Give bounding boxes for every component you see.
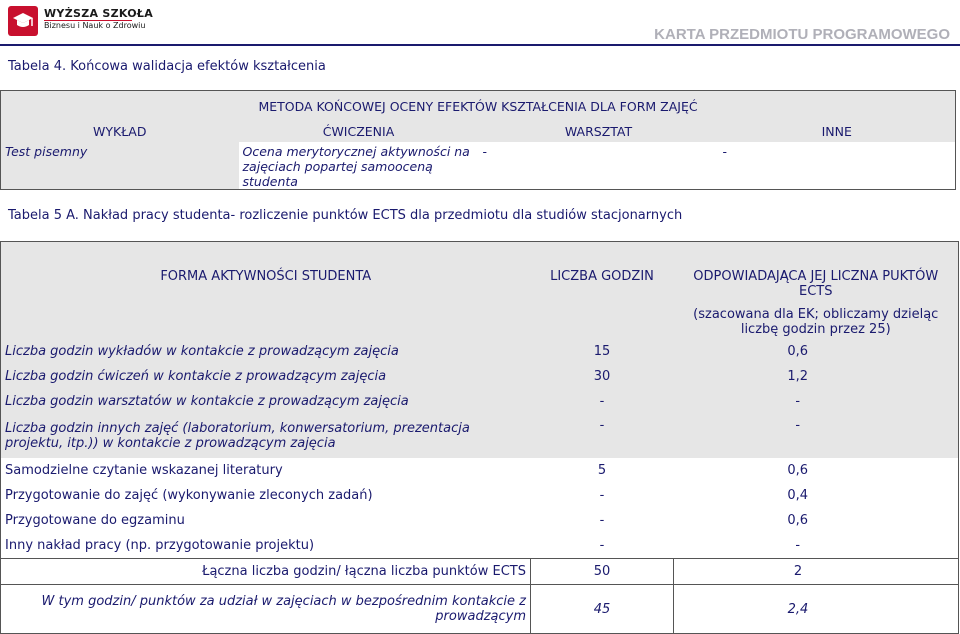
lecture-method: Test pisemny: [1, 142, 239, 190]
header-other: INNE: [719, 121, 956, 142]
logo-subtitle: Biznesu i Nauk o Zdrowiu: [44, 21, 146, 30]
logo-name: WYŻSZA SZKOŁA: [44, 7, 154, 20]
row-ects: 0,4: [674, 483, 959, 508]
row-hours: 5: [597, 463, 607, 478]
university-logo: [8, 6, 154, 36]
row-hours: -: [599, 513, 605, 528]
row-hours: -: [599, 418, 605, 433]
row-ects: 1,2: [674, 364, 959, 389]
row-label: Liczba godzin wykładów w kontakcie z prowadzącym zajęcia: [1, 339, 531, 364]
total-label: Łączna liczba godzin/ łączna liczba punktów ECTS: [1, 559, 531, 585]
row-label: Przygotowanie do zajęć (wykonywanie zleconych zadań): [1, 483, 531, 508]
header-divider: [0, 44, 960, 46]
row-label: Przygotowane do egzaminu: [1, 508, 531, 533]
header-exercises: ĆWICZENIA: [322, 124, 395, 139]
total-hours: 50: [531, 559, 674, 585]
contact-label: W tym godzin/ punktów za udział w zajęciach w bezpośrednim kontakcie z prowadzącym: [1, 585, 531, 634]
graduation-cap-icon: [8, 6, 38, 36]
row-hours: -: [599, 488, 605, 503]
row-ects: -: [674, 414, 959, 458]
row-label: Liczba godzin innych zajęć (laboratorium, konwersatorium, prezentacja projektu, itp.)) w kontakcie z prowadzącym zajęcia: [1, 414, 531, 458]
header-workshop: WARSZTAT: [564, 124, 633, 139]
ects-header-note: (szacowana dla EK; obliczamy dzieląc liczbę godzin przez 25): [693, 307, 939, 337]
workload-table: [0, 241, 959, 634]
row-hours: -: [599, 394, 605, 409]
row-hours: -: [599, 538, 605, 553]
row-label: Liczba godzin warsztatów w kontakcie z prowadzącym zajęcia: [1, 389, 531, 414]
col-activity-header: FORMA AKTYWNOŚCI STUDENTA: [1, 242, 531, 340]
validation-table-title: METODA KOŃCOWEJ OCENY EFEKTÓW KSZTAŁCENIA DLA FORM ZAJĘĆ: [1, 91, 956, 122]
contact-hours: 45: [531, 585, 674, 634]
col-hours-header: LICZBA GODZIN: [531, 242, 674, 340]
workshop-method: -: [479, 142, 719, 190]
row-ects: 0,6: [674, 458, 959, 483]
contact-ects: 2,4: [674, 585, 959, 634]
header-lecture: WYKŁAD: [1, 121, 239, 142]
row-label: Liczba godzin ćwiczeń w kontakcie z prowadzącym zajęcia: [1, 364, 531, 389]
ects-header-title: ODPOWIADAJĄCA JEJ LICZNA PUKTÓW ECTS: [693, 269, 939, 299]
row-ects: -: [674, 533, 959, 559]
row-label: Inny nakład pracy (np. przygotowanie projektu): [1, 533, 531, 559]
total-ects: 2: [674, 559, 959, 585]
table4-caption: Tabela 4. Końcowa walidacja efektów kształcenia: [8, 59, 326, 74]
row-hours: 15: [593, 344, 611, 359]
table5-caption: Tabela 5 A. Nakład pracy studenta- rozliczenie punktów ECTS dla przedmiotu dla studiów stacjonarnych: [8, 208, 683, 223]
row-ects: 0,6: [674, 508, 959, 533]
row-hours: 30: [593, 369, 611, 384]
row-ects: 0,6: [674, 339, 959, 364]
exercises-method: Ocena merytorycznej aktywności na zajęciach popartej samooceną studenta: [239, 142, 479, 190]
other-method: -: [719, 142, 956, 190]
row-ects: -: [674, 389, 959, 414]
col-ects-header: [674, 242, 959, 340]
row-label: Samodzielne czytanie wskazanej literatury: [1, 458, 531, 483]
document-title: KARTA PRZEDMIOTU PROGRAMOWEGO: [654, 26, 950, 43]
validation-table: [0, 90, 956, 190]
